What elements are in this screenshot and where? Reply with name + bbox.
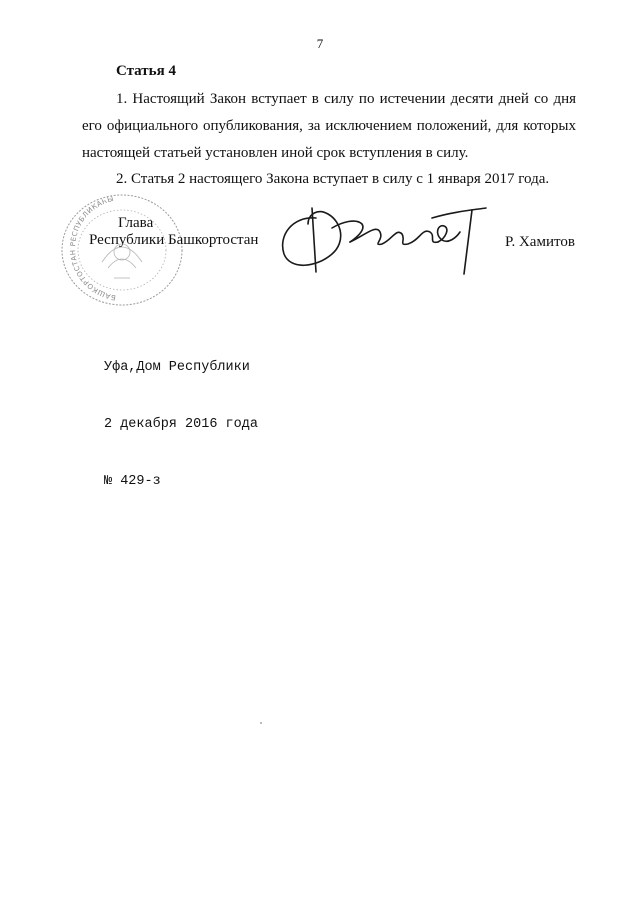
article-heading: Статья 4 xyxy=(116,63,176,79)
official-seal xyxy=(58,192,186,310)
scan-speck xyxy=(260,722,262,724)
issue-stamp xyxy=(104,320,258,510)
page-number: 7 xyxy=(316,36,324,51)
issue-place: Уфа,Дом Республики xyxy=(104,360,250,375)
signatory-title xyxy=(89,215,258,249)
article-paragraph-1: 1. Настоящий Закон вступает в силу по истечении десяти дней со дня его официального опубликования, за исключением положений, для которых настоящей статьей установлен иной срок вступления в силу. xyxy=(82,91,576,161)
seal-text: БАШКОРТОСТАН РЕСПУБЛИКАҺЫ xyxy=(68,194,117,302)
signatory-title-line-1: Глава xyxy=(118,215,154,231)
issue-number: № 429-з xyxy=(104,474,161,489)
signatory-title-line-2: Республики Башкортостан xyxy=(89,232,259,248)
signer-name: Р. Хамитов xyxy=(505,234,575,250)
issue-date: 2 декабря 2016 года xyxy=(104,417,258,432)
article-paragraph-2: 2. Статья 2 настоящего Закона вступает в силу с 1 января 2017 года. xyxy=(116,171,550,187)
handwritten-signature xyxy=(272,188,492,278)
